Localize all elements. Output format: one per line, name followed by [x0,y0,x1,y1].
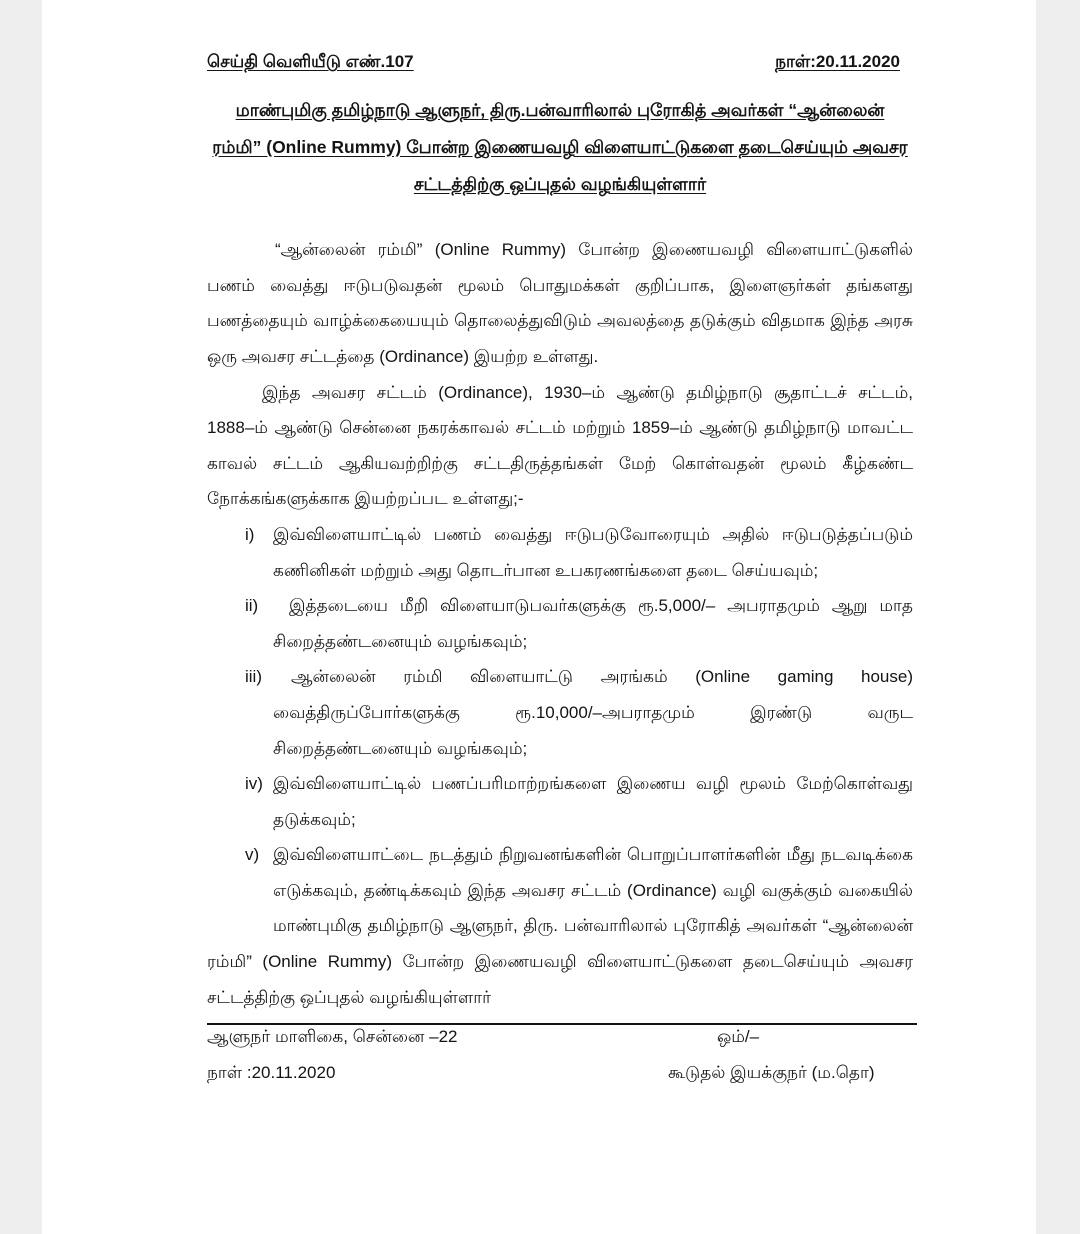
release-title [207,92,913,203]
list-item-line: எடுக்கவும், தண்டிக்கவும் இந்த அவசர சட்டம் (Ordinance) வழி வகுக்கும் வகையில் [273,880,913,900]
paragraph-line: பணத்தையும் வாழ்க்கையையும் தொலைத்துவிடும் அவலத்தை தடுக்கும் விதமாக இந்த அரசு [207,311,913,331]
title-line: சட்டத்திற்கு ஒப்புதல் வழங்கியுள்ளார் [413,173,707,194]
amendment-paragraph [207,375,913,517]
paragraph-line: 1888–ம் ஆண்டு சென்னை நகரக்காவல் சட்டம் மற்றும் 1859–ம் ஆண்டு தமிழ்நாடு மாவட்ட [207,418,913,438]
title-line: ரம்மி” (Online Rummy) போன்ற இணையவழி விளையாட்டுகளை தடைசெய்யும் அவசர [212,136,908,157]
press-release-header [207,50,900,74]
paragraph-line: ஒரு அவசர சட்டத்தை (Ordinance) இயற்ற உள்ளது. [207,346,599,366]
list-marker: ii) [245,596,259,616]
footer-divider [207,1023,917,1025]
list-item [207,766,913,837]
list-item [207,517,913,588]
list-item-line: இவ்விளையாட்டில் பணப்பரிமாற்றங்களை இணைய வழி மூலம் மேற்கொள்வது [273,774,913,794]
issuing-office: ஆளுநர் மாளிகை, சென்னை –22 [207,1027,458,1046]
document-page [42,0,1036,1234]
signature-mark: ஒம்/– [717,1027,760,1046]
closing-paragraph [207,908,913,1015]
paragraph-line: நோக்கங்களுக்காக இயற்றப்பட உள்ளது;- [207,489,524,509]
list-marker: iii) [245,667,262,687]
release-body [207,232,913,1015]
list-item-line: வைத்திருப்போர்களுக்கு ரூ.10,000/–அபராதமும் இரண்டு வருட [273,702,913,722]
list-item-line: சிறைத்தண்டனையும் வழங்கவும்; [273,738,528,758]
list-item [207,659,913,766]
list-item-line: இத்தடையை மீறி விளையாடுபவர்களுக்கு ரூ.5,000/– அபராதமும் ஆறு மாத [289,596,913,616]
list-marker: v) [245,845,260,865]
list-item-line: கணினிகள் மற்றும் அது தொடர்பான உபகரணங்களை தடை செய்யவும்; [273,560,819,580]
list-item-line: இவ்விளையாட்டை நடத்தும் நிறுவனங்களின் பொறுப்பாளர்களின் மீது நடவடிக்கை [273,845,913,865]
list-item-line: சிறைத்தண்டனையும் வழங்கவும்; [273,631,528,651]
paragraph-line: மாண்புமிகு தமிழ்நாடு ஆளுநர், திரு. பன்வாரிலால் புரோகித் அவர்கள் “ஆன்லைன் [273,916,913,936]
paragraph-line: பணம் வைத்து ஈடுபடுவதன் மூலம் பொதுமக்கள் குறிப்பாக, இளைஞர்கள் தங்களது [207,275,913,295]
list-item [207,837,913,908]
intro-paragraph [207,232,913,374]
list-marker: i) [245,524,255,544]
footer-date: நாள் :20.11.2020 [207,1063,336,1082]
list-item-line: ஆன்லைன் ரம்மி விளையாட்டு அரங்கம் (Online gaming house) [291,667,913,687]
paragraph-line: இந்த அவசர சட்டம் (Ordinance), 1930–ம் ஆண்டு தமிழ்நாடு சூதாட்டச் சட்டம், [262,382,913,402]
objectives-list [207,517,913,909]
paragraph-line: ரம்மி” (Online Rummy) போன்ற இணையவழி விளையாட்டுகளை தடைசெய்யும் அவசர [207,952,913,972]
paragraph-line: காவல் சட்டம் ஆகியவற்றிற்கு சட்டதிருத்தங்கள் மேற் கொள்வதன் மூலம் கீழ்கண்ட [207,453,913,473]
list-item-line: தடுக்கவும்; [273,809,356,829]
list-item-line: இவ்விளையாட்டில் பணம் வைத்து ஈடுபடுவோரையும் அதில் ஈடுபடுத்தப்படும் [273,524,913,544]
list-item [207,588,913,659]
paragraph-line: சட்டத்திற்கு ஒப்புதல் வழங்கியுள்ளார் [207,987,492,1007]
paragraph-line: “ஆன்லைன் ரம்மி” (Online Rummy) போன்ற இணையவழி விளையாட்டுகளில் [275,240,913,260]
signatory-designation: கூடுதல் இயக்குநர் (ம.தொ) [668,1063,875,1082]
release-date: நாள்:20.11.2020 [775,52,900,71]
release-number: செய்தி வெளியீடு எண்.107 [207,52,414,71]
list-marker: iv) [245,774,263,794]
title-line: மாண்புமிகு தமிழ்நாடு ஆளுநர், திரு.பன்வாரிலால் புரோகித் அவர்கள் “ஆன்லைன் [235,99,885,120]
